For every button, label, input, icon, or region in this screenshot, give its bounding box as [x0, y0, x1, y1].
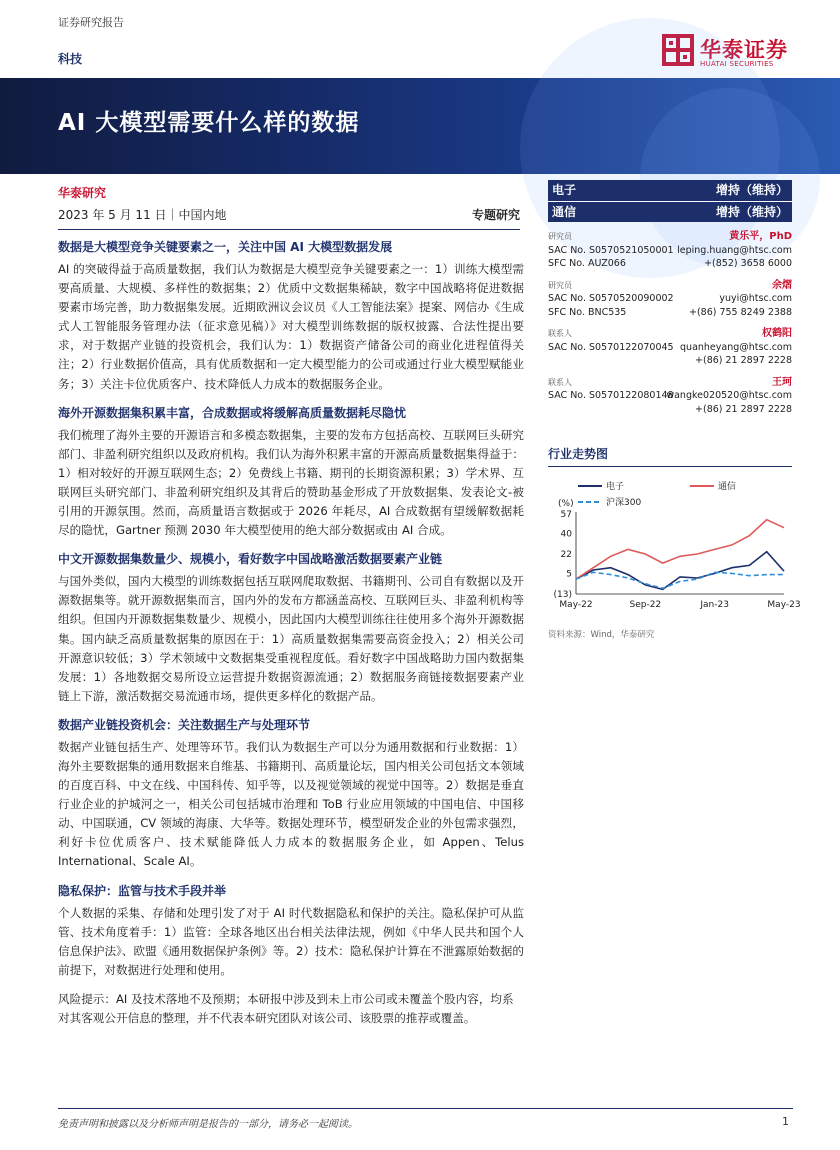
analyst-role: 联系人 [548, 329, 572, 338]
rating-industry: 电子 [552, 183, 577, 197]
y-tick-label: 40 [560, 529, 572, 540]
doc-type-label: 证券研究报告 [58, 16, 124, 29]
section-heading: 中文开源数据集数量少、规模小，看好数字中国战略激活数据要素产业链 [58, 552, 443, 567]
footer-divider [58, 1108, 793, 1109]
section-body: 我们梳理了海外主要的开源语言和多模态数据集，主要的发布方包括高校、互联网巨头研究部门、非盈利研究组织以及政府机构。我们认为海外积累丰富的开源高质量数据集得益于：1）相对较好的开源互联网生态；2）免费线上书籍、期刊的长期资源积累；3）学术界、互联网巨头研究部门、非盈利研究组织及其背后的赞助基金形成了开放数据集、发表论文-被引用的开源氛围。然而，高质量语言数据或于 2026 年耗尽，AI 合成数据有望缓解数据耗尽的隐忧，Gartner 预测 2030 年大模型使用的绝大部分数据或由 AI 合成。 [58, 427, 524, 538]
analyst-sac: SAC No. S0570122080148 [548, 390, 674, 401]
x-tick-label: Sep-22 [629, 600, 662, 610]
x-tick-label: May-22 [559, 600, 593, 610]
section [58, 882, 524, 980]
analyst-email[interactable]: leping.huang@htsc.com [677, 244, 792, 256]
analyst-block [548, 376, 792, 417]
section-heading: 数据是大模型竞争关键要素之一，关注中国 AI 大模型数据发展 [58, 240, 393, 254]
analyst-sac: SAC No. S0570122070045 [548, 341, 674, 353]
series-line-通信 [576, 520, 784, 579]
analyst-role: 研究员 [548, 232, 572, 241]
analyst-email[interactable]: quanheyang@htsc.com [680, 341, 792, 353]
rating-industry: 通信 [552, 205, 577, 219]
x-tick-label: May-23 [767, 600, 801, 610]
rating-value: 增持（维持） [715, 183, 788, 197]
logo-english-name: HUATAI SECURITIES [700, 60, 774, 68]
industry-trend-chart [548, 472, 801, 622]
series-line-沪深300 [576, 572, 784, 588]
analyst-sfc: SFC No. BNC535 [548, 306, 627, 318]
section-heading: 海外开源数据集积累丰富，合成数据或将缓解高质量数据耗尽隐忧 [58, 405, 407, 420]
risk-warning: 风险提示：AI 及技术落地不及预期；本研报中涉及到未上市公司或未覆盖个股内容，均系对其客观公开信息的整理，并不代表本研究团队对该公司、该股票的推荐或覆盖。 [58, 991, 514, 1025]
analyst-name: 余熠 [772, 279, 792, 291]
analyst-phone: +(852) 3658 6000 [704, 258, 792, 269]
series-line-电子 [576, 552, 784, 590]
y-tick-label: (13) [553, 590, 572, 600]
analyst-name: 权鹤阳 [762, 328, 792, 339]
analyst-phone: +(86) 21 2897 2228 [695, 355, 792, 366]
y-tick-label: 57 [560, 510, 572, 520]
y-tick-label: 5 [566, 569, 572, 580]
legend-label: 电子 [606, 482, 625, 492]
analyst-block [548, 327, 792, 368]
section-heading: 数据产业链投资机会：关注数据生产与处理环节 [58, 717, 311, 732]
analyst-name: 黄乐平，PhD [729, 231, 792, 242]
analyst-phone: +(86) 755 8249 2388 [688, 306, 792, 318]
legend-label: 通信 [718, 482, 737, 492]
y-unit-label: (%) [558, 499, 574, 509]
sector-label: 科技 [58, 52, 83, 66]
rating-value: 增持（维持） [715, 205, 788, 219]
rating-row [548, 180, 792, 201]
dateline [58, 206, 520, 230]
report-date: 2023 年 5 月 11 日｜中国内地 [58, 208, 227, 222]
trend-chart-heading: 行业走势图 [548, 445, 792, 467]
analyst-sac: SAC No. S0570520090002 [548, 293, 674, 304]
rating-row [548, 201, 792, 222]
analyst-email[interactable]: wangke020520@htsc.com [666, 390, 792, 401]
analyst-role: 联系人 [548, 377, 572, 387]
section [58, 404, 524, 541]
analyst-block [548, 230, 792, 271]
section-body: 与国外类似，国内大模型的训练数据包括互联网爬取数据、书籍期刊、公司自有数据以及开源数据集等。就开源数据集而言，国内外的发布方都涵盖高校、互联网巨头、非盈利机构等组织。但国内开源数据集数量少、规模小，因此国内大模型训练往往使用多个海外开源数据集。国内缺乏高质量数据集的原因在于：1）高质量数据集需要高资金投入；2）相关公司开源意识较低；3）学术领域中文数据集受重视程度低。看好数字中国战略助力国内数据集发展：1）各地数据交易所设立运营提升数据资源流通；2）数据服务商链接数据要素产业链上下游，激活数据交易流通市场，提供更多样化的数据产品。 [58, 574, 524, 703]
analyst-name: 王珂 [772, 376, 792, 388]
brand-label: 华泰研究 [58, 186, 107, 200]
x-tick-label: Jan-23 [700, 600, 729, 610]
section [58, 550, 524, 706]
main-content [58, 238, 524, 1028]
report-type: 专题研究 [471, 208, 520, 222]
chart-source: 资料来源：Wind，华泰研究 [548, 630, 655, 640]
section-body: 个人数据的采集、存储和处理引发了对于 AI 时代数据隐私和保护的关注。隐私保护可从监管、技术角度着手：1）监管：全球各地区出台相关法律法规，例如《中华人民共和国个人信息保护法》、欧盟《通用数据保护条例》等。2）技术：隐私保护计算在不泄露原始数据的前提下，对数据进行处理和使用。 [58, 905, 524, 977]
analyst-email[interactable]: yuyi@htsc.com [719, 293, 792, 304]
section [58, 716, 524, 872]
page-number: 1 [782, 1115, 789, 1128]
analyst-role: 研究员 [548, 280, 572, 290]
section-heading: 隐私保护：监管与技术手段并举 [58, 883, 227, 898]
logo-chinese-name: 华泰证券 [700, 38, 788, 62]
section [58, 238, 524, 394]
analyst-sac: SAC No. S0570521050001 [548, 244, 674, 256]
title-banner [0, 78, 840, 174]
analyst-phone: +(86) 21 2897 2228 [695, 403, 792, 415]
legend-label: 沪深300 [606, 498, 642, 508]
section-body: AI 的突破得益于高质量数据，我们认为数据是大模型竞争关键要素之一：1）训练大模型需要高质量、大规模、多样性的数据集；2）优质中文数据集稀缺，数字中国战略将促进数据要素市场完善，助力数据集发展。近期欧洲议会议员《人工智能法案》提案、网信办《生成式人工智能服务管理办法（征求意见稿）》对大模型训练数据的版权披露、合法性提出要求，对于数据产业链的投资机会，我们认为：1）数据资产储备公司的商业化进程值得关注；2）行业数据价值高，具有优质数据和一定大模型能力的公司或通过行业大模型赋能业务；3）关注卡位优质客户、技术降低人力成本的数据服务企业。 [58, 262, 524, 391]
section-body: 数据产业链包括生产、处理等环节。我们认为数据生产可以分为通用数据和行业数据：1）海外主要数据集的通用数据来自维基、书籍期刊、高质量论坛，国内相关公司包括文本领域的百度百科、中文在线、中国科传、知乎等，以及视觉领域的视觉中国等。2）数据是垂直行业企业的护城河之一，相关公司包括城市治理和 ToB 行业应用领域的中国电信、中国移动、中国联通，CV 领域的海康、大华等。数据处理环节，模型研发企业的外包需求强烈，利好卡位优质客户、技术赋能降低人力成本的数据服务企业，如 Appen、Telus International、Scale AI。 [58, 739, 524, 869]
y-tick-label: 22 [560, 550, 572, 560]
sidebar [548, 180, 792, 416]
report-title: AI 大模型需要什么样的数据 [58, 110, 360, 136]
analyst-block [548, 279, 792, 320]
footer-disclaimer: 免责声明和披露以及分析师声明是报告的一部分，请务必一起阅读。 [58, 1119, 358, 1130]
analyst-sfc: SFC No. AUZ066 [548, 258, 626, 269]
